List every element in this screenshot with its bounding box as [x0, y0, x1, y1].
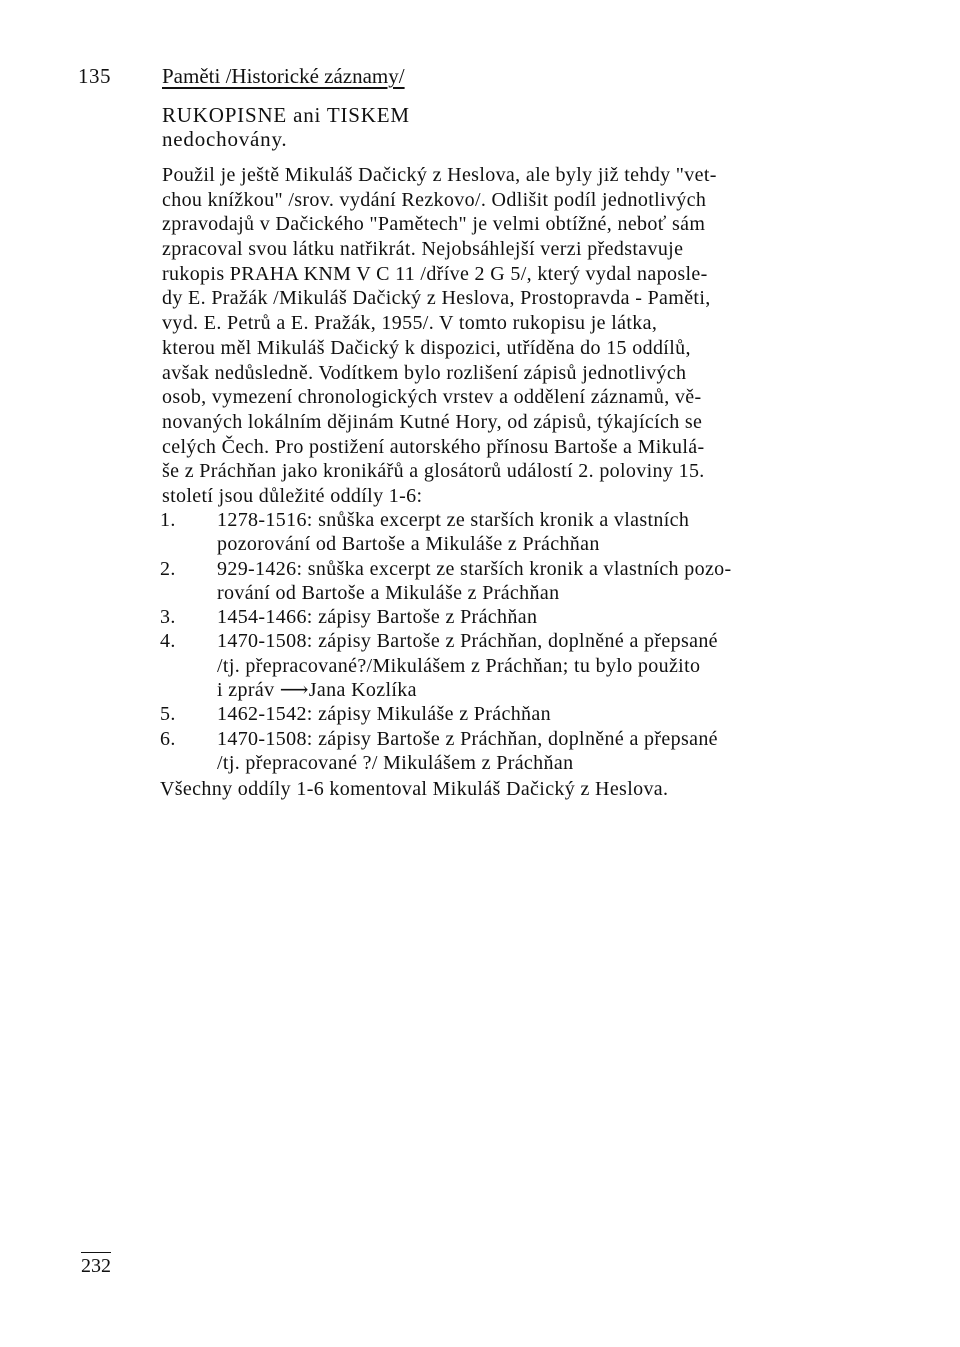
paragraph-line: zpracoval svou látku natřikrát. Nejobsáhlejší verzi představuje: [162, 238, 684, 261]
list-item: [160, 629, 890, 702]
entry-number: 135: [78, 64, 111, 88]
list-item-number: 3.: [160, 606, 176, 629]
sections-list: [160, 508, 890, 775]
list-item: [160, 557, 890, 606]
list-item: [160, 605, 890, 629]
list-item-text: 1470-1508: zápisy Bartoše z Práchňan, doplněné a přepsané: [217, 630, 718, 653]
list-item-number: 4.: [160, 630, 176, 653]
list-item-text: /tj. přepracované?/Mikulášem z Práchňan; tu bylo použito: [217, 654, 701, 677]
list-item-number: 1.: [160, 509, 176, 531]
list-item-text: 1462-1542: zápisy Mikuláše z Práchňan: [217, 703, 551, 726]
list-item-number: 2.: [160, 557, 176, 580]
paragraph-line: osob, vymezení chronologických vrstev a oddělení záznamů, vě-: [162, 386, 702, 409]
paragraph-line: avšak nedůsledně. Vodítkem bylo rozlišení zápisů jednotlivých: [162, 361, 687, 384]
entry-title: Paměti /Historické záznamy/: [162, 64, 405, 88]
paragraph-line: novaných lokálním dějinám Kutné Hory, od zápisů, týkajících se: [162, 410, 703, 433]
paragraph-line: Použil je ještě Mikuláš Dačický z Heslova, ale byly již tehdy "vet-: [162, 164, 717, 186]
list-item-text: 1454-1466: zápisy Bartoše z Práchňan: [217, 606, 538, 629]
closing-line: Všechny oddíly 1-6 komentoval Mikuláš Dačický z Heslova.: [160, 778, 669, 800]
paragraph-line: rukopis PRAHA KNM V C 11 /dříve 2 G 5/, který vydal naposle-: [162, 262, 708, 285]
list-item: [160, 508, 890, 557]
list-item: [160, 702, 890, 726]
status-line: nedochovány.: [162, 127, 288, 151]
paragraph-line: chou knížkou" /srov. vydání Rezkovo/. Odlišit podíl jednotlivých: [162, 188, 707, 211]
preservation-status: [162, 103, 410, 151]
paragraph-line: vyd. E. Petrů a E. Pražák, 1955/. V tomto rukopisu je látka,: [162, 312, 658, 335]
status-line: RUKOPISNE ani TISKEM: [162, 103, 410, 127]
paragraph-line: dy E. Pražák /Mikuláš Dačický z Heslova, Prostopravda - Paměti,: [162, 287, 711, 310]
paragraph-line: kterou měl Mikuláš Dačický k dispozici, utříděna do 15 oddílů,: [162, 336, 691, 359]
list-item-text: i zpráv ⟶Jana Kozlíka: [217, 679, 417, 702]
list-item-text: rování od Bartoše a Mikuláše z Práchňan: [217, 581, 560, 604]
page-number: 232: [81, 1252, 111, 1277]
paragraph-line: zpravodajů v Dačického "Pamětech" je velmi obtížné, neboť sám: [162, 213, 706, 236]
list-item-text: pozorování od Bartoše a Mikuláše z Práchňan: [217, 533, 600, 556]
list-item-text: 929-1426: snůška excerpt ze starších kronik a vlastních pozo-: [217, 557, 732, 580]
list-item-text: 1278-1516: snůška excerpt ze starších kronik a vlastních: [217, 509, 690, 531]
list-item-number: 5.: [160, 703, 176, 726]
list-item: [160, 727, 890, 776]
list-item-text: 1470-1508: zápisy Bartoše z Práchňan, doplněné a přepsané: [217, 727, 718, 750]
list-item-number: 6.: [160, 727, 176, 750]
body-paragraph: [162, 163, 882, 509]
list-item-text: /tj. přepracované ?/ Mikulášem z Práchňan: [217, 751, 574, 774]
paragraph-line: století jsou důležité oddíly 1-6:: [162, 484, 423, 507]
paragraph-line: celých Čech. Pro postižení autorského přínosu Bartoše a Mikulá-: [162, 435, 705, 458]
paragraph-line: še z Práchňan jako kronikářů a glosátorů událostí 2. poloviny 15.: [162, 460, 705, 483]
